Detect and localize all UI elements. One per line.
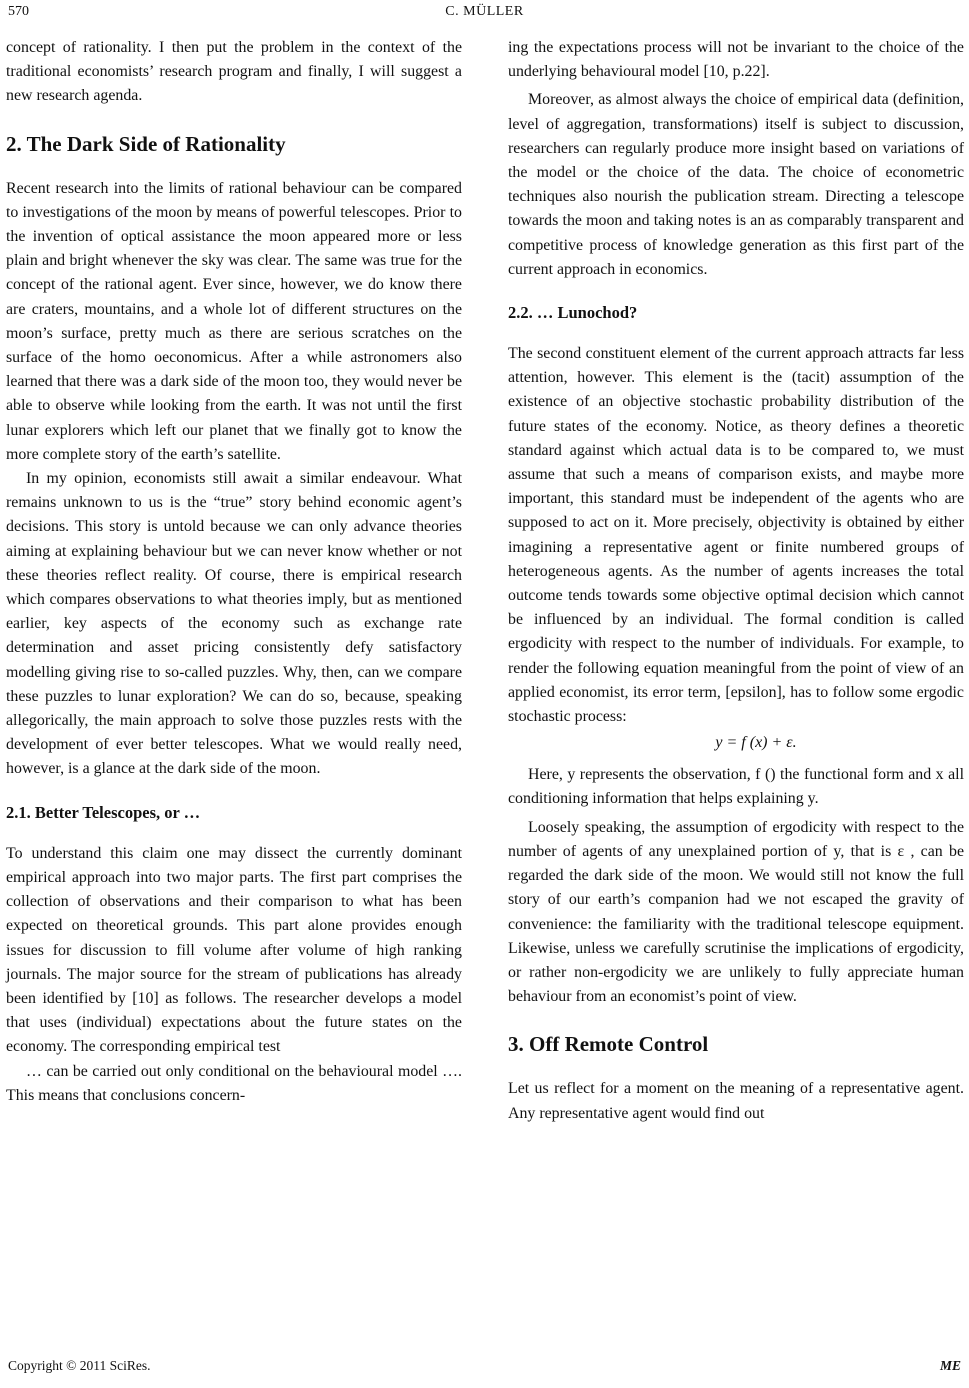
section-heading: 3. Off Remote Control — [508, 1032, 709, 1057]
paragraph: Loosely speaking, the assumption of ergodicity with respect to the number of agents of any unexplained portion of y, that is ε , can be regarded the dark side of the moon. We would still not know the full story of our earth’s companion had we not escaped the gravity of convenience: the familiarity with the traditional telescope equipment. Likewise, unless we carefully scrutinise the implications of ergodicity, or rather non-ergodicity we are unlikely to fully appreciate human behaviour from an economist’s point of view. — [508, 818, 964, 1006]
block-quote: … can be carried out only conditional on the behavioural model …. This means that conclusions concern- — [6, 1062, 462, 1104]
copyright-notice: Copyright © 2011 SciRes. — [8, 1358, 151, 1373]
right-column — [508, 36, 964, 1126]
paragraph: Moreover, as almost always the choice of empirical data (definition, level of aggregation, transformations) itself is subject to discussion, researchers can regularly produce more insight based on variations of the model or the choice of the data. The choice of econometric techniques also nourish the publication stream. Directing a telescope towards the moon and taking notes is an as comparably transparent and competitive process of knowledge generation as this first part of the current approach in economics. — [508, 91, 964, 278]
section-heading: 2. The Dark Side of Rationality — [6, 131, 286, 156]
page-number: 570 — [8, 4, 29, 19]
paragraph: Recent research into the limits of rational behaviour can be compared to investigations of the moon by means of powerful telescopes. Prior to the invention of optical assistance the moon appeared more or less plain and bright whenever the sky was clear. The same was true for the concept of the rational agent. Ever since, however, we do know there are craters, mountains, and a whole lot of different structures on the moon’s surface, pretty much as there are serious scratches on the surface of the homo oeconomicus. After a while astronomers also learned that there was a dark side of the moon too, they would never be able to observe while looking from the earth. It was not until the first lunar explorers which left our planet that we finally got to know the more complete story of the earth’s satellite. — [6, 179, 462, 463]
journal-abbreviation: ME — [939, 1358, 961, 1373]
left-column — [6, 36, 462, 1108]
paragraph: Here, y represents the observation, f () the functional form and x all conditioning information that helps explaining y. — [508, 766, 964, 808]
paragraph: To understand this claim one may dissect the currently dominant empirical approach into two major parts. The first part comprises the collection of observations and their comparison to what has been expected on theoretical grounds. This part alone provides enough issues for discussion to fill volume after volume of high ranking journals. The major source for the stream of publications has already been identified by [10] as follows. The researcher develops a model that uses (individual) expectations about the future states on the economy. The corresponding empirical test — [6, 844, 462, 1056]
running-head: C. MÜLLER — [445, 4, 524, 19]
subsection-heading: 2.1. Better Telescopes, or … — [6, 802, 201, 822]
subsection-heading: 2.2. … Lunochod? — [508, 303, 638, 323]
paragraph: ing the expectations process will not be invariant to the choice of the underlying behavioural model [10, p.22]. — [508, 39, 964, 81]
paragraph: concept of rationality. I then put the problem in the context of the traditional economists’ research program and finally, I will suggest a new research agenda. — [6, 39, 462, 105]
paragraph: The second constituent element of the current approach attracts far less attention, however. This element is the (tacit) assumption of the existence of an objective stochastic probability distribution of the future states of the economy. Notice, as theory defines a theoretic standard against which actual data is to be compared to, we must assume that such a means of comparison exists, and maybe more important, this standard must be independent of the agents who are supposed to act on it. More precisely, objectivity is obtained by either imagining a representative agent or finite numbered groups of heterogeneous agents. As the number of agents increases the total outcome tends towards some objective optimal decision which cannot be influenced by an individual. The formal condition is called ergodicity with respect to the number of individuals. For example, to render the following equation meaningful from the point of view of an applied economist, its error term, [epsilon], has to follow some ergodic stochastic process: — [508, 345, 964, 726]
paragraph: Let us reflect for a moment on the meaning of a representative agent. Any representative agent would find out — [508, 1080, 964, 1122]
equation: y = f (x) + ε. — [715, 734, 797, 752]
paragraph: In my opinion, economists still await a similar endeavour. What remains unknown to us is the “true” story behind economic agent’s decisions. This story is untold because we can only advance theories aiming at explaining behaviour but we can never know whether or not these theories reflect reality. Of course, there is empirical research which compares observations to what theories imply, but as mentioned earlier, key aspects of the economy such as exchange rate determination and asset pricing consistently defy satisfactory modelling giving rise to so-called puzzles. Why, then, can we compare these puzzles to lunar exploration? We can do so, because, speaking allegorically, the main approach to solve those puzzles rests with the development of ever better telescopes. What we would really need, however, is a glance at the dark side of the moon. — [6, 470, 462, 778]
